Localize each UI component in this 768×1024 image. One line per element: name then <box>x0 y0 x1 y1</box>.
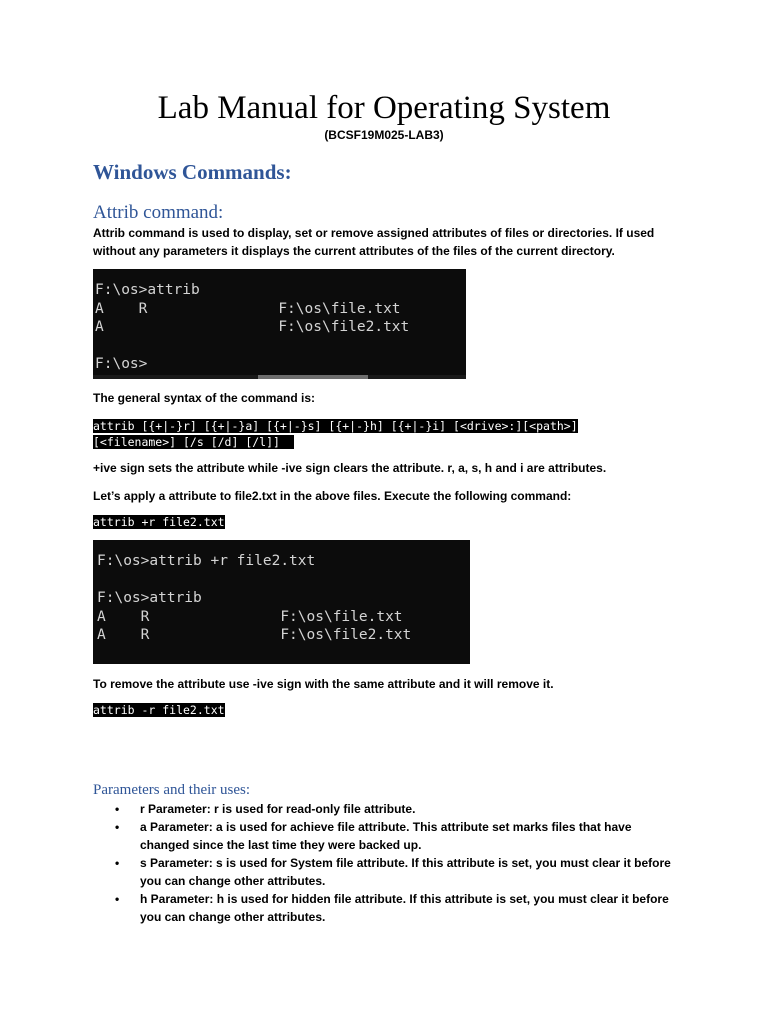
terminal-line: F:\os>attrib <box>97 590 202 606</box>
add-attribute-code: attrib +r file2.txt <box>93 515 225 529</box>
list-item <box>93 890 673 926</box>
terminal-screenshot-2 <box>93 540 470 664</box>
add-attribute-command <box>93 514 225 530</box>
terminal-line: A R F:\os\file.txt <box>95 300 401 317</box>
syntax-intro-text: The general syntax of the command is: <box>93 391 316 405</box>
terminal-scrollbar <box>93 375 466 379</box>
parameters-list <box>93 800 673 926</box>
terminal-line: F:\os>attrib <box>95 282 200 298</box>
sign-note-text: +ive sign sets the attribute while -ive sign clears the attribute. r, a, s, h and i are attributes. <box>93 461 607 475</box>
list-item <box>93 818 673 854</box>
section-heading-windows-commands: Windows Commands: <box>93 160 292 184</box>
terminal-line: A F:\os\file2.txt <box>95 319 410 335</box>
bullet-icon: • <box>115 802 120 816</box>
terminal-line: A R F:\os\file2.txt <box>97 627 412 643</box>
syntax-code-block <box>93 418 578 450</box>
terminal-line: F:\os> <box>95 356 148 372</box>
parameter-text: r Parameter: r is used for read-only file attribute. <box>140 802 416 816</box>
intro-paragraph: Attrib command is used to display, set or remove assigned attributes of files or directories. If used without any parameters it displays the current attributes of the files of the current directory. <box>93 226 655 258</box>
parameters-heading: Parameters and their uses: <box>93 782 251 798</box>
subsection-heading-attrib: Attrib command: <box>93 202 224 223</box>
list-item <box>93 800 673 818</box>
document-subtitle: (BCSF19M025-LAB3) <box>324 128 444 142</box>
parameter-text: a Parameter: a is used for achieve file attribute. This attribute set marks files that have changed since the last time they were backed up. <box>140 820 632 852</box>
terminal-line <box>95 337 466 356</box>
bullet-icon: • <box>115 820 120 834</box>
syntax-code-line-1: attrib [{+|-}r] [{+|-}a] [{+|-}s] [{+|-}h] [{+|-}i] [<drive>:][<path>] <box>93 419 578 433</box>
list-item <box>93 854 673 890</box>
remove-note-text: To remove the attribute use -ive sign with the same attribute and it will remove it. <box>93 677 554 691</box>
terminal-line: F:\os>attrib +r file2.txt <box>97 553 316 569</box>
apply-note-text: Let’s apply a attribute to file2.txt in the above files. Execute the following command: <box>93 489 572 503</box>
syntax-code-line-2: [<filename>] [/s [/d] [/l]] <box>93 435 294 449</box>
parameter-text: s Parameter: s is used for System file attribute. If this attribute is set, you must clear it before you can change other attributes. <box>140 856 671 888</box>
document-title: Lab Manual for Operating System <box>157 90 611 126</box>
remove-attribute-command <box>93 702 225 718</box>
bullet-icon: • <box>115 892 120 906</box>
terminal-screenshot-1 <box>93 269 466 379</box>
parameter-text: h Parameter: h is used for hidden file attribute. If this attribute is set, you must clear it before you can change other attributes. <box>140 892 669 924</box>
terminal-line <box>97 571 470 590</box>
bullet-icon: • <box>115 856 120 870</box>
terminal-line: A R F:\os\file.txt <box>97 608 403 625</box>
remove-attribute-code: attrib -r file2.txt <box>93 703 225 717</box>
terminal-scroll-thumb <box>258 375 368 379</box>
